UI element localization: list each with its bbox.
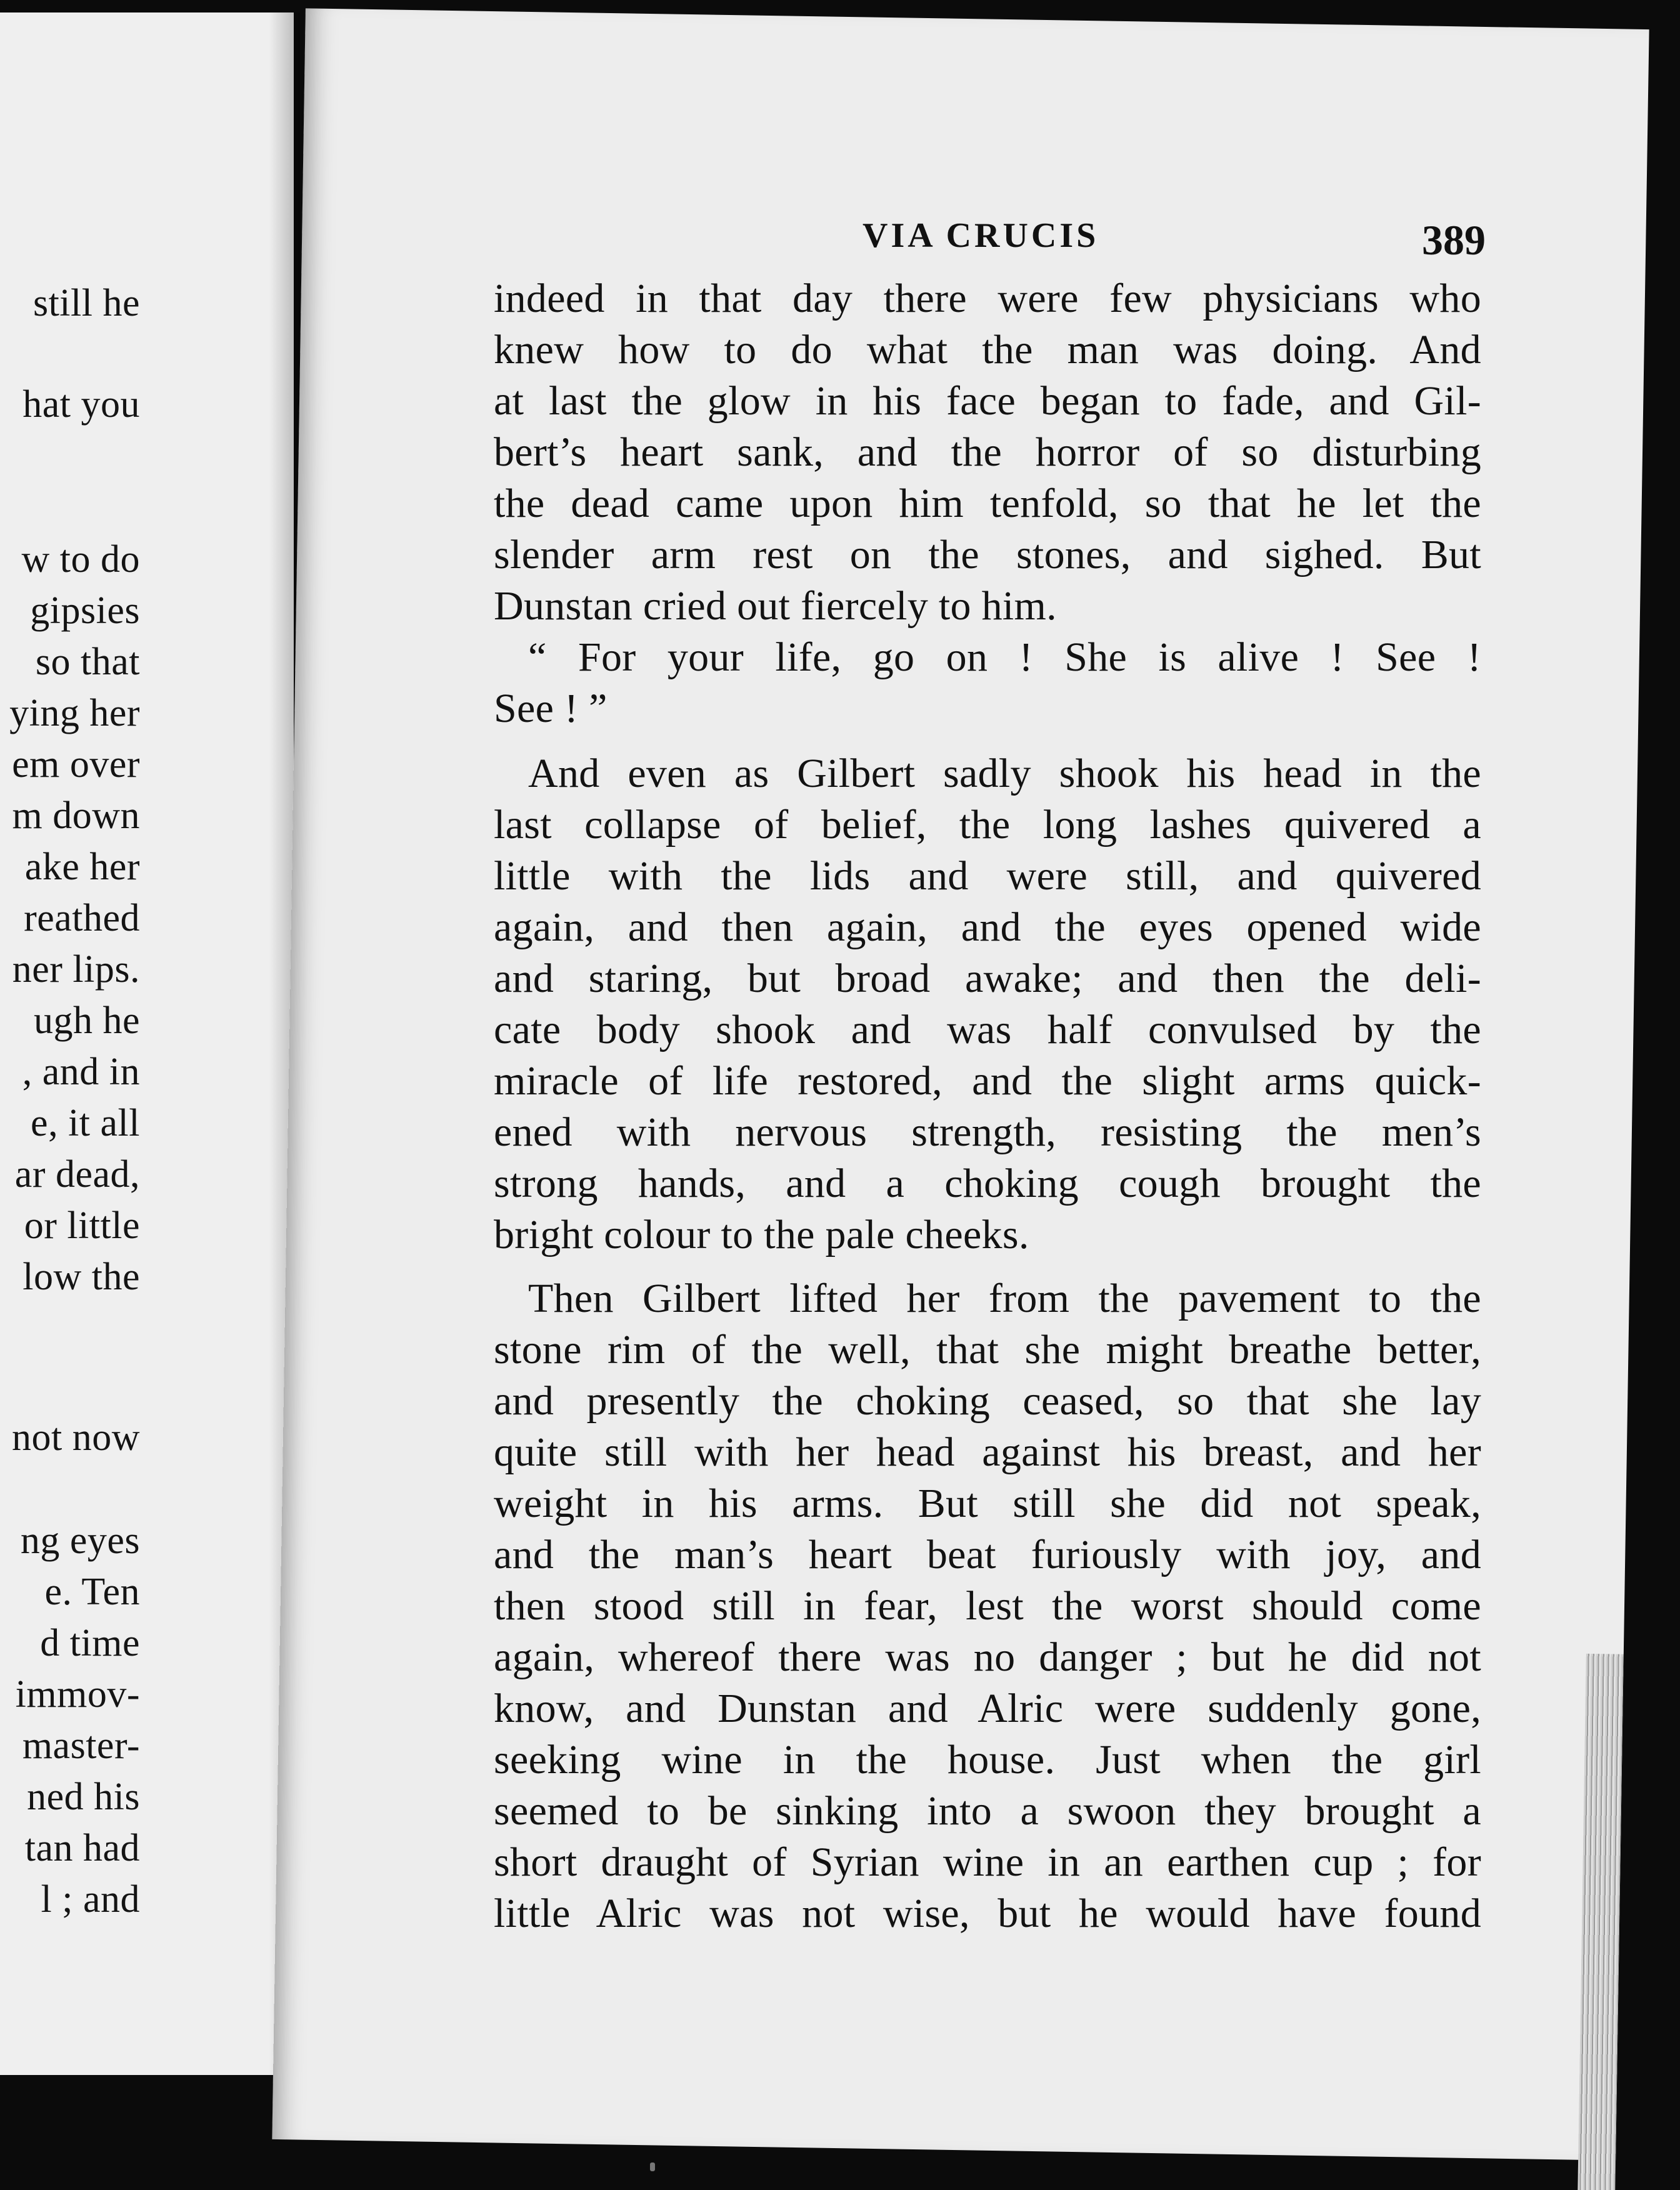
text-line: little Alric was not wise, but he would have found [494, 1891, 1481, 1936]
left-line: low the [22, 1256, 140, 1298]
left-line: w to do [21, 538, 140, 581]
text-line: And even as Gilbert sadly shook his head in the [528, 751, 1481, 796]
page-number: 389 [1422, 216, 1486, 264]
scan-speck [650, 2162, 655, 2171]
text-line: ened with nervous strength, resisting the men’s [494, 1109, 1481, 1155]
text-line: quite still with her head against his breast, and her [494, 1429, 1481, 1475]
text-line: weight in his arms. But still she did not speak, [494, 1481, 1481, 1526]
left-line: ying her [9, 692, 140, 734]
text-line: seemed to be sinking into a swoon they brought a [494, 1788, 1481, 1834]
left-line: not now [12, 1416, 140, 1459]
left-line: immov- [15, 1673, 140, 1716]
left-line: ned his [27, 1776, 140, 1818]
text-line: cate body shook and was half convulsed by the [494, 1007, 1481, 1052]
left-line: reathed [24, 897, 140, 939]
text-line: and staring, but broad awake; and then the deli- [494, 956, 1481, 1001]
text-line: bert’s heart sank, and the horror of so disturbing [494, 429, 1481, 475]
left-line: , and in [22, 1051, 140, 1093]
text-line: little with the lids and were still, and quivered [494, 853, 1481, 899]
text-line: know, and Dunstan and Alric were suddenly gone, [494, 1686, 1481, 1731]
left-line: tan had [24, 1827, 140, 1869]
page-edges [1578, 1654, 1624, 2190]
left-line: d time [40, 1622, 140, 1664]
text-line: the dead came upon him tenfold, so that he let the [494, 481, 1481, 526]
text-line: then stood still in fear, lest the worst should come [494, 1583, 1481, 1629]
text-line: strong hands, and a choking cough brought the [494, 1161, 1481, 1206]
text-line: indeed in that day there were few physicians who [494, 276, 1481, 321]
left-line: e. Ten [44, 1571, 140, 1613]
left-line: e, it all [31, 1102, 140, 1144]
left-line: gipsies [30, 589, 140, 632]
left-line: m down [12, 794, 140, 837]
text-line: slender arm rest on the stones, and sighed. But [494, 532, 1481, 578]
left-line: ng eyes [20, 1519, 140, 1562]
left-line: master- [22, 1724, 140, 1767]
left-page [0, 12, 294, 2075]
running-head: VIA CRUCIS [862, 216, 1099, 255]
text-line: Dunstan cried out fiercely to him. [494, 583, 1057, 629]
text-line: bright colour to the pale cheeks. [494, 1212, 1029, 1258]
text-line: “ For your life, go on ! She is alive ! See ! [528, 634, 1481, 680]
left-line: ake her [24, 846, 140, 888]
left-line: l ; and [41, 1878, 140, 1921]
left-line: still he [32, 282, 140, 324]
text-line: again, and then again, and the eyes opened wide [494, 904, 1481, 950]
text-line: knew how to do what the man was doing. And [494, 327, 1481, 372]
left-line: em over [12, 743, 140, 786]
text-line: and presently the choking ceased, so that she lay [494, 1378, 1481, 1424]
left-line: hat you [22, 383, 140, 426]
left-line: ugh he [33, 999, 140, 1042]
text-line: short draught of Syrian wine in an earthen cup ; for [494, 1839, 1481, 1885]
text-line: last collapse of belief, the long lashes quivered a [494, 802, 1481, 848]
text-line: at last the glow in his face began to fade, and Gil- [494, 378, 1481, 424]
left-line: ner lips. [12, 948, 140, 991]
text-line: stone rim of the well, that she might breathe better, [494, 1327, 1481, 1372]
left-line: so that [35, 641, 140, 683]
left-line: or little [24, 1204, 140, 1247]
text-line: and the man’s heart beat furiously with joy, and [494, 1532, 1481, 1578]
text-line: miracle of life restored, and the slight arms quick- [494, 1058, 1481, 1104]
text-line: again, whereof there was no danger ; but he did not [494, 1634, 1481, 1680]
text-line: seeking wine in the house. Just when the girl [494, 1737, 1481, 1782]
text-line: Then Gilbert lifted her from the pavement to the [528, 1276, 1481, 1321]
left-line: ar dead, [14, 1153, 140, 1196]
text-line: See ! ” [494, 686, 608, 731]
